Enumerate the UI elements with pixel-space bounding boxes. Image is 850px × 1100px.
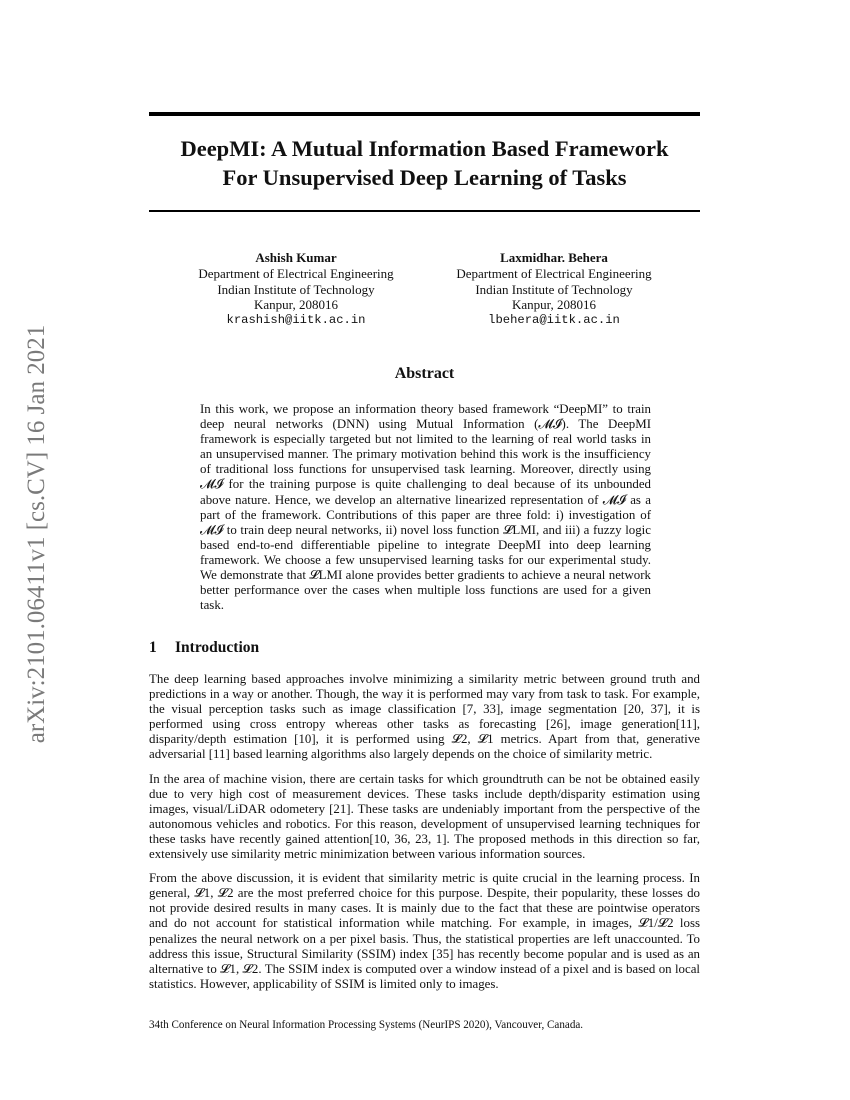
paragraph: In the area of machine vision, there are certain tasks for which groundtruth can be not be obtained easily due to very high cost of measurement devices. These tasks include depth/disparity estimation using images, visual/LiDAR odometery [21]. These tasks are undeniably important from the perspective of the autonomous vehicles and robotics. For this reason, development of unsupervised learning techniques for these tasks have recently gained attention[10, 36, 23, 1]. The proposed methods in this direction so far, extensively use similarity metric minimization between various information sources. — [149, 771, 700, 862]
author-city: Kanpur, 208016 — [512, 297, 596, 313]
title-top-rule — [149, 112, 700, 116]
author-block-1 — [161, 250, 431, 329]
paragraph: From the above discussion, it is evident that similarity metric is quite crucial in the learning process. In general, 𝓛1, 𝓛2 are the most preferred choice for this purpose. Despite, their popularity, these losses do not provide desired results in many cases. It is mainly due to the fact that these are pointwise operators and do not account for statistical information while matching. For example, in images, 𝓛1/𝓛2 loss penalizes the neural network on a per pixel basis. Thus, the statistical properties are left unaccounted. To address this issue, Structural Similarity (SSIM) index [35] has recently become popular and is used as an alternative to 𝓛1, 𝓛2. The SSIM index is computed over a window instead of a pixel and is based on local statistics. However, applicability of SSIM is limited only to images. — [149, 871, 700, 991]
title-line-1: DeepMI: A Mutual Information Based Framework — [180, 136, 669, 161]
author-block-2 — [419, 250, 689, 329]
section-heading — [149, 639, 259, 657]
title-line-2: For Unsupervised Deep Learning of Tasks — [222, 165, 627, 190]
introduction-body — [149, 672, 700, 1001]
abstract-body — [200, 402, 651, 613]
author-department: Department of Electrical Engineering — [456, 265, 652, 281]
abstract-heading: Abstract — [394, 365, 455, 382]
abstract-text: In this work, we propose an information theory based framework “DeepMI” to train deep neural networks (DNN) using Mutual Information (𝓜𝓘). The DeepMI framework is especially targeted but not limited to the learning of real world tasks in an unsupervised manner. The primary motivation behind this work is the insufficiency of traditional loss functions for unsupervised task learning. Moreover, directly using 𝓜𝓘 for the training purpose is quite challenging to deal because of its unbounded above nature. Hence, we develop an alternative linearized representation of 𝓜𝓘 as a part of the framework. Contributions of this paper are three fold: i) investigation of 𝓜𝓘 to train deep neural networks, ii) novel loss function 𝓛LMI, and iii) a fuzzy logic based end-to-end differentiable pipeline to integrate DeepMI into deep learning framework. We choose a few unsupervised learning tasks for our experimental study. We demonstrate that 𝓛LMI alone provides better gradients to achieve a neural network better performance over the cases when multiple loss functions are used for a given task. — [200, 402, 651, 613]
author-email: lbehera@iitk.ac.in — [488, 313, 620, 328]
conference-footnote: 34th Conference on Neural Information Processing Systems (NeurIPS 2020), Vancouver, Canada. — [149, 1019, 584, 1031]
paragraph: The deep learning based approaches involve minimizing a similarity metric between ground truth and predictions in a way or another. Though, the way it is performed may vary from task to task. For example, the visual perception tasks such as image classification [7, 33], image segmentation [20, 37], it is performed using cross entropy whereas other tasks as forecasting [26], image generation[11], disparity/depth estimation [10], it is performed using 𝓛2, 𝓛1 metrics. Apart from that, generative adversarial [11] based learning algorithms also largely depends on the choice of similarity metric. — [149, 672, 700, 762]
author-city: Kanpur, 208016 — [254, 297, 338, 313]
section-number: 1 — [149, 639, 157, 656]
author-email: krashish@iitk.ac.in — [226, 313, 366, 328]
author-institute: Indian Institute of Technology — [217, 281, 375, 297]
title-bottom-rule — [149, 210, 700, 212]
author-department: Department of Electrical Engineering — [198, 265, 394, 281]
author-name: Ashish Kumar — [255, 250, 337, 265]
paper-title — [149, 134, 700, 192]
author-name: Laxmidhar. Behera — [500, 250, 608, 265]
arxiv-stamp-text: arXiv:2101.06411v1 [cs.CV] 16 Jan 2021 — [23, 324, 50, 744]
author-institute: Indian Institute of Technology — [475, 281, 633, 297]
section-title: Introduction — [175, 639, 260, 656]
